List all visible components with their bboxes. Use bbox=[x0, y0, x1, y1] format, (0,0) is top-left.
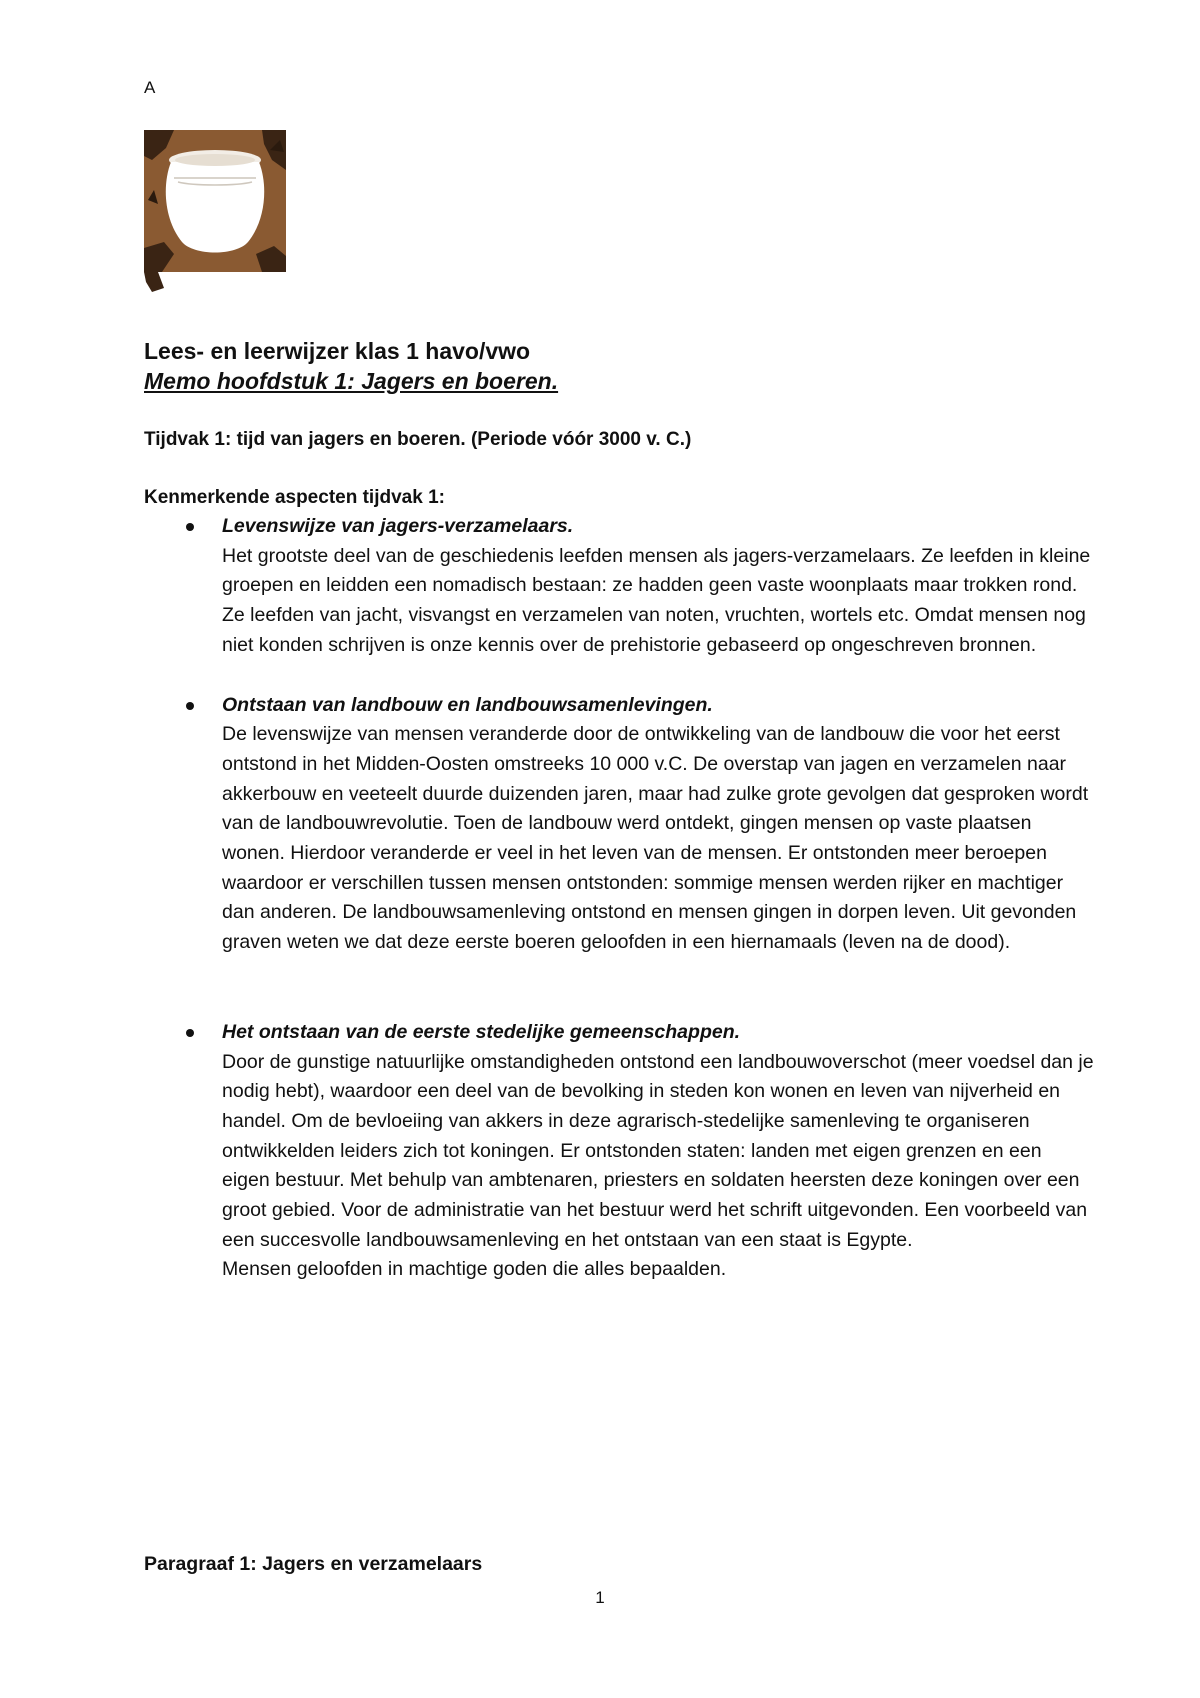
aspect-title: Het ontstaan van de eerste stedelijke gemeenschappen. bbox=[222, 1020, 741, 1043]
aspect-text: Door de gunstige natuurlijke omstandigheden ontstond een landbouwoverschot (meer voedsel dan je nodig hebt), waardoor een deel van de bevolking in steden kon wonen en leven van nijverheid en handel. Om de bevloeiing van akkers in deze agrarisch-stedelijke samenleving te organiseren ontwikkelden leiders zich tot koningen. Er ontstonden staten: landen met eigen grenzen en een eigen bestuur. Met behulp van ambtenaren, priesters en soldaten heersten deze koningen over een groot gebied. Voor de administratie van het bestuur werd het schrift uitgevonden. Een voorbeeld van een succesvolle landbouwsamenleving en het ontstaan van een staat is Egypte. bbox=[222, 1050, 1094, 1251]
document-title: Lees- en leerwijzer klas 1 havo/vwo bbox=[144, 338, 531, 364]
aspect-title: Levenswijze van jagers-verzamelaars. bbox=[222, 515, 574, 537]
bullet-icon bbox=[186, 523, 194, 531]
aspect-text: Het grootste deel van de geschiedenis leefden mensen als jagers-verzamelaars. Ze leefden in kleine groepen en leidden een nomadisch bestaan: ze hadden geen vaste woonplaats maar trokken rond. Ze leefden van jacht, visvangst en verzamelen van noten, vruchten, wortels etc. Omdat mensen nog niet konden schrijven is onze kennis over de prehistorie gebaseerd op ongeschreven bronnen. bbox=[222, 544, 1091, 656]
bullet-icon bbox=[186, 1029, 194, 1037]
tijdvak-heading: Tijdvak 1: tijd van jagers en boeren. (Periode vóór 3000 v. C.) bbox=[144, 429, 692, 450]
header-letter: A bbox=[144, 78, 156, 97]
page-number: 1 bbox=[595, 1588, 605, 1607]
document-subtitle: Memo hoofdstuk 1: Jagers en boeren. bbox=[144, 368, 559, 394]
bullet-icon bbox=[186, 702, 194, 710]
kenmerkende-aspecten-heading: Kenmerkende aspecten tijdvak 1: bbox=[144, 487, 445, 508]
aspect-list bbox=[144, 512, 1094, 1285]
aspect-title: Ontstaan van landbouw en landbouwsamenlevingen. bbox=[222, 693, 713, 716]
aspect-extra-text: Mensen geloofden in machtige goden die alles bepaalden. bbox=[222, 1258, 727, 1281]
list-item bbox=[144, 512, 1094, 661]
aspect-text: De levenswijze van mensen veranderde door de ontwikkeling van de landbouw die voor het eerst ontstond in het Midden-Oosten omstreeks 10 000 v.C. De overstap van jagen en verzamelen naar akkerbouw en veeteelt duurde duizenden jaren, maar had zulke grote gevolgen dat gesproken wordt van de landbouwrevolutie. Toen de landbouw werd ontdekt, gingen mensen op vaste plaatsen wonen. Hierdoor veranderde er veel in het leven van de mensen. Er ontstonden meer beroepen waardoor er verschillen tussen mensen ontstonden: sommige mensen werden rijker en machtiger dan anderen. De landbouwsamenleving ontstond en mensen gingen in dorpen leven. Uit gevonden graven weten we dat deze eerste boeren geloofden in een hiernamaals (leven na de dood). bbox=[222, 723, 1089, 954]
list-item bbox=[144, 1018, 1094, 1285]
document-content bbox=[144, 336, 1094, 1285]
list-item bbox=[144, 691, 1094, 958]
paragraaf-heading: Paragraaf 1: Jagers en verzamelaars bbox=[144, 1553, 483, 1575]
clay-pot-logo-icon bbox=[144, 130, 286, 292]
